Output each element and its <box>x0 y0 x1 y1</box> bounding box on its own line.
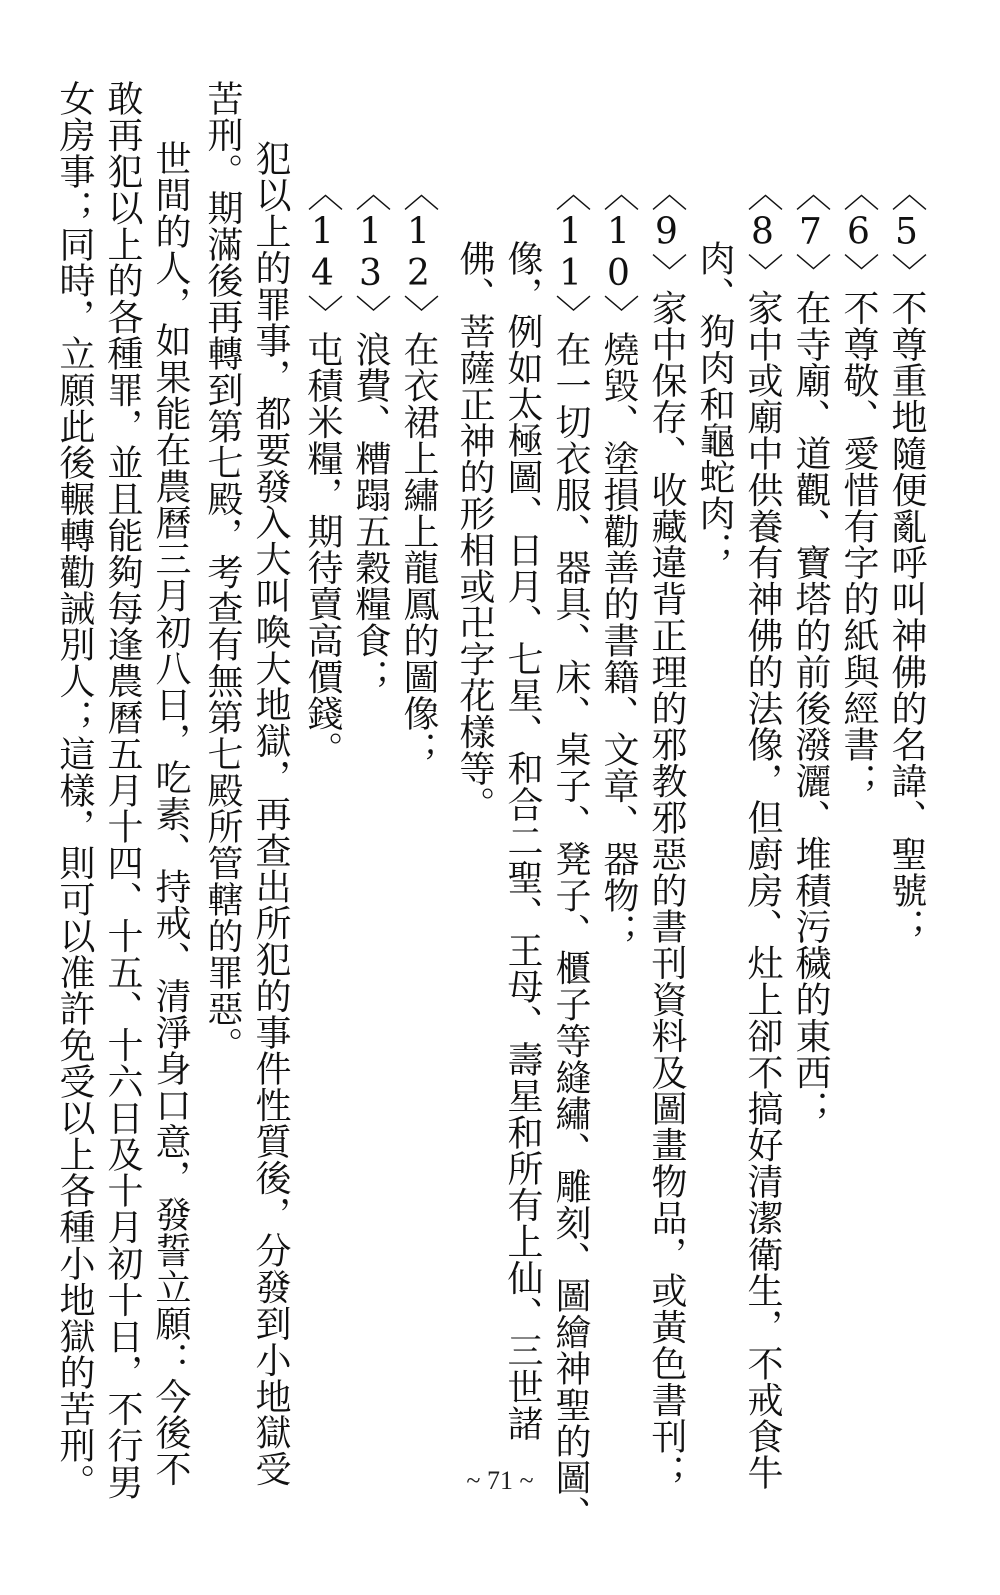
paragraph-text: 女房事；同時，立願此後輾轉勸誡別人；這樣，則可以准許免受以上各種小地獄的苦刑。 <box>54 80 95 1500</box>
item-number: 〈8〉 <box>742 175 783 290</box>
paragraph-text: 敢再犯以上的各種罪，並且能夠每逢農曆五月十四、十五、十六日及十月初十日，不行男 <box>102 80 143 1500</box>
paragraph-text: 苦刑。期滿後再轉到第七殿，考查有無第七殿所管轄的罪惡。 <box>202 80 243 1063</box>
list-item-13 <box>346 175 394 695</box>
list-item-8-continued <box>690 240 738 568</box>
item-number: 〈6〉 <box>838 175 879 290</box>
item-number: 〈7〉 <box>790 175 831 290</box>
advice-paragraph-line-1 <box>146 140 194 1487</box>
advice-paragraph-line-3 <box>50 80 98 1500</box>
item-text: 不尊重地隨便亂呼叫神佛的名諱、聖號； <box>886 289 927 945</box>
page-number: ~ 71 ~ <box>466 1466 534 1495</box>
item-text: 像，例如太極圖、日月、七星、和合二聖、王母、壽星和所有上仙、三世諸 <box>502 240 543 1442</box>
item-text: 在寺廟、道觀、寶塔的前後潑灑、堆積污穢的東西； <box>790 289 831 1127</box>
list-item-12 <box>394 175 442 767</box>
item-number: 〈12〉 <box>398 175 439 331</box>
list-item-7 <box>786 175 834 1126</box>
item-number: 〈11〉 <box>550 175 591 331</box>
list-item-8 <box>738 175 786 1490</box>
list-item-6 <box>834 175 882 799</box>
list-item-11-continued-2 <box>450 240 498 822</box>
item-text: 浪費、糟蹋五穀糧食； <box>350 330 391 695</box>
item-text: 佛、菩薩正神的形相或卍字花樣等。 <box>454 240 495 823</box>
list-item-11 <box>546 175 594 1532</box>
item-text: 肉、狗肉和龜蛇肉； <box>694 240 735 568</box>
paragraph-text: 犯以上的罪事，都要發入大叫喚大地獄，再查出所犯的事件性質後，分發到小地獄受 <box>250 140 291 1487</box>
item-text: 屯積米糧，期待賣高價錢。 <box>302 330 343 768</box>
item-number: 〈10〉 <box>598 175 639 331</box>
list-item-14 <box>298 175 346 767</box>
paragraph-text: 世間的人，如果能在農曆三月初八日，吃素、持戒、清淨身口意，發誓立願：今後不 <box>150 140 191 1487</box>
item-text: 家中保存、收藏違背正理的邪教邪惡的書刊資料及圖畫物品，或黃色書刊； <box>646 289 687 1491</box>
item-number: 〈9〉 <box>646 175 687 290</box>
list-item-9 <box>642 175 690 1490</box>
item-number: 〈5〉 <box>886 175 927 290</box>
item-text: 不尊敬、愛惜有字的紙與經書； <box>838 289 879 799</box>
item-number: 〈13〉 <box>350 175 391 331</box>
list-item-11-continued <box>498 240 546 1441</box>
advice-paragraph-line-2 <box>98 80 146 1500</box>
list-item-10 <box>594 175 642 949</box>
item-text: 燒毀、塗損勸善的書籍、文章、器物； <box>598 330 639 950</box>
list-item-5 <box>882 175 930 944</box>
item-text: 在一切衣服、器具、床、桌子、凳子、櫃子等縫繡、雕刻、圖繪神聖的圖、 <box>550 330 591 1532</box>
summary-paragraph-line-2 <box>198 80 246 1063</box>
summary-paragraph-line-1 <box>246 140 294 1487</box>
item-text: 在衣裙上繡上龍鳳的圖像； <box>398 330 439 768</box>
item-number: 〈14〉 <box>302 175 343 331</box>
item-text: 家中或廟中供養有神佛的法像，但廚房、灶上卻不搞好清潔衛生，不戒食牛 <box>742 289 783 1491</box>
